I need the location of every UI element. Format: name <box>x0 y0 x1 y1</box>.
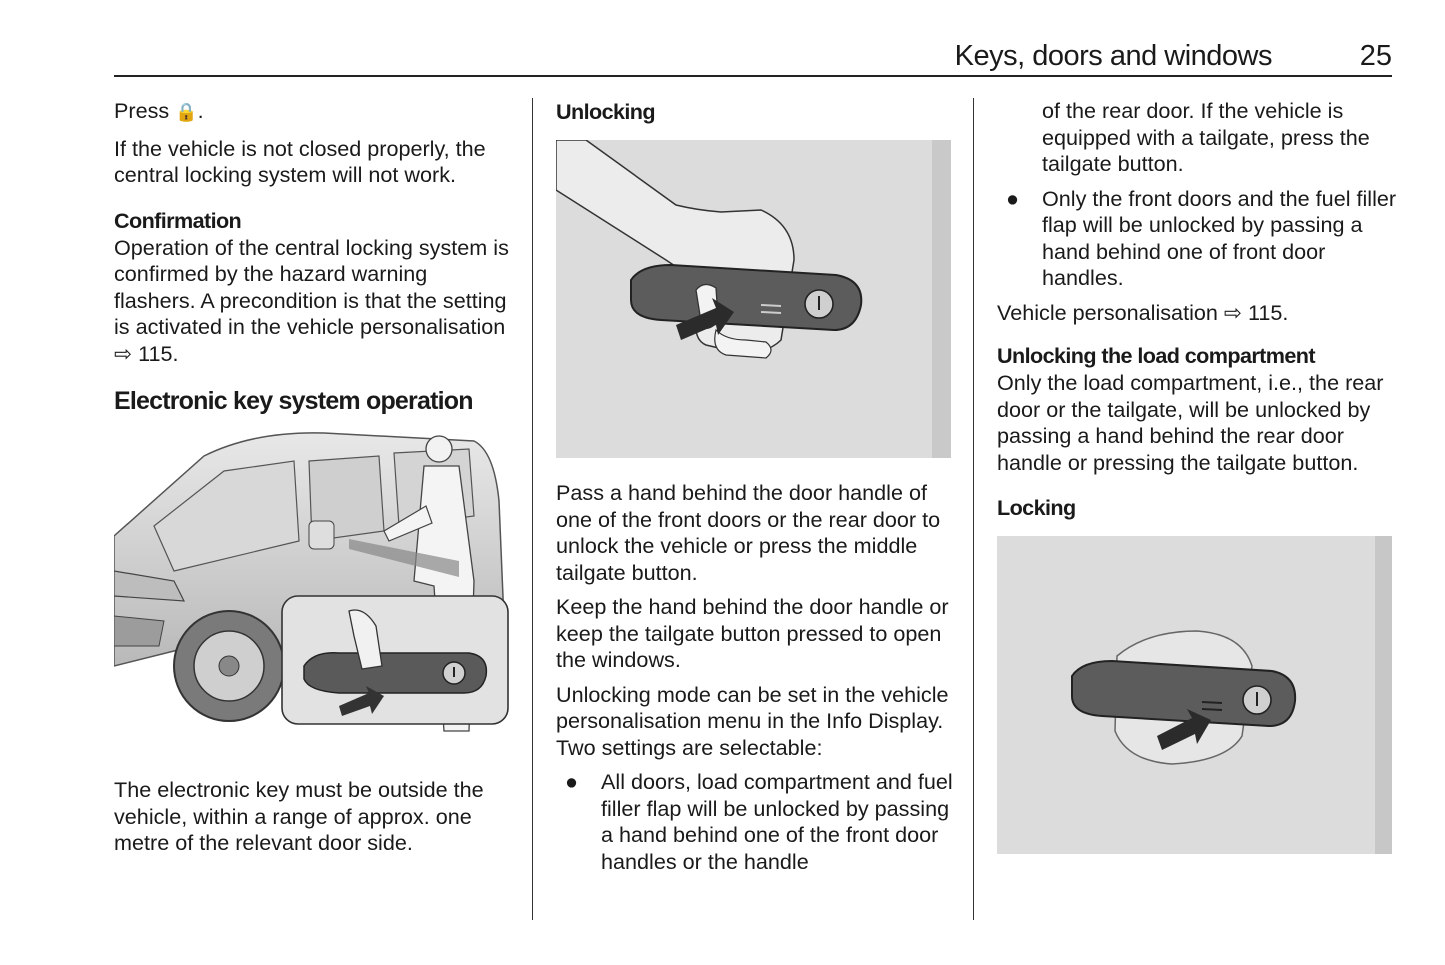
car-drawing-icon <box>114 431 514 761</box>
locking-illustration <box>997 536 1392 854</box>
column-3 <box>997 98 1397 854</box>
unlocking-illustration <box>556 140 951 458</box>
page-header-title: Keys, doors and windows <box>954 40 1272 72</box>
not-closed-paragraph: If the vehicle is not closed properly, the central locking system will not work. <box>114 135 486 187</box>
column-divider-1 <box>532 98 533 920</box>
pass-hand-paragraph: Pass a hand behind the door handle of one of the front doors or the rear door to unlock the vehicle or press the middle tailgate button. <box>556 480 941 585</box>
door-handle-button-icon <box>997 536 1392 854</box>
load-compartment-paragraph: Only the load compartment, i.e., the rear door or the tailgate, will be unlocked by passing a hand behind the rear door handle or pressing the tailgate button. <box>997 370 1384 475</box>
electronic-key-heading: Electronic key system operation <box>114 387 473 415</box>
list-item <box>556 769 956 875</box>
personalisation-paragraph: Vehicle personalisation ⇨ 115. <box>997 299 1289 325</box>
load-compartment-heading: Unlocking the load compartment <box>997 343 1315 368</box>
column-divider-2 <box>973 98 974 920</box>
unlock-settings-list <box>556 769 956 875</box>
bullet-text: All doors, load compartment and fuel filler flap will be unlocked by passing a hand behind one of the front door handles or the handle <box>601 769 953 874</box>
bullet-icon: ● <box>565 769 579 794</box>
keep-hand-paragraph: Keep the hand behind the door handle or keep the tailgate button pressed to open the windows. <box>556 594 949 672</box>
locking-heading: Locking <box>997 495 1076 520</box>
car-illustration <box>114 431 514 761</box>
bullet-text: Only the front doors and the fuel filler flap will be unlocked by passing a hand behind one of front door handles. <box>1042 185 1397 290</box>
list-item <box>997 186 1397 292</box>
bullet-text: of the rear door. If the vehicle is equipped with a tailgate, press the tailgate button. <box>1042 98 1370 176</box>
press-suffix: . <box>197 98 204 123</box>
unlock-settings-list-continued <box>997 98 1397 292</box>
press-prefix: Press <box>114 98 176 123</box>
door-handle-hand-icon <box>556 140 951 458</box>
confirmation-heading: Confirmation <box>114 207 242 233</box>
unlocking-heading: Unlocking <box>556 99 655 124</box>
press-lock-line <box>114 98 514 126</box>
header-rule <box>114 75 1392 77</box>
column-2 <box>556 98 956 883</box>
page-number: 25 <box>1359 40 1392 72</box>
bullet-icon: ● <box>1006 185 1020 211</box>
column-1 <box>114 98 514 865</box>
key-range-paragraph: The electronic key must be outside the vehicle, within a range of approx. one metre of the relevant door side. <box>114 777 484 855</box>
list-item <box>997 98 1397 178</box>
lock-icon: 🔒 <box>175 102 198 122</box>
unlocking-mode-paragraph: Unlocking mode can be set in the vehicle personalisation menu in the Info Display. Two settings are selectable: <box>556 681 949 760</box>
confirmation-paragraph: Operation of the central locking system is confirmed by the hazard warning flashers. A precondition is that the setting is activated in the vehicle personalisation ⇨ 115. <box>114 234 509 366</box>
